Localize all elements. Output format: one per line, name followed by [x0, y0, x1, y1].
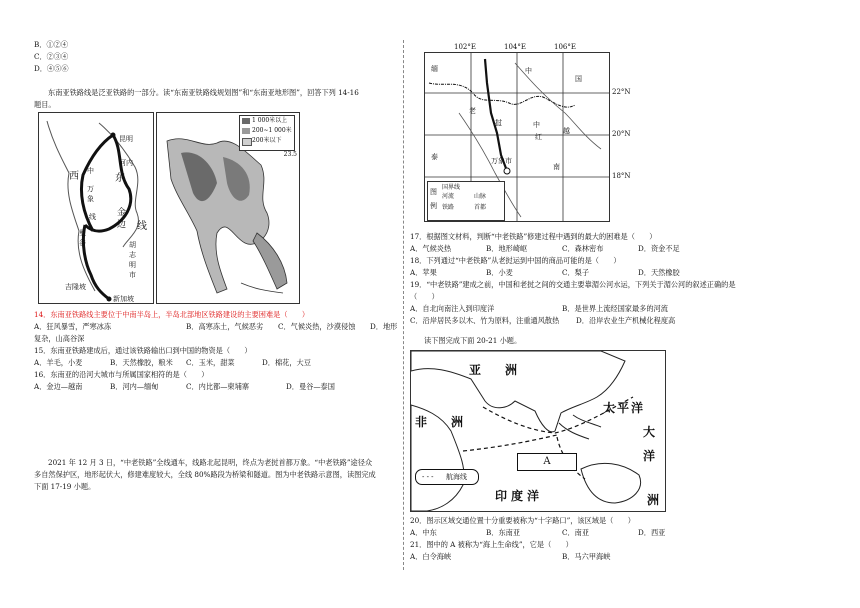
label-kunming: 昆明	[119, 135, 133, 143]
q17-d: D．资金不足	[638, 244, 680, 253]
q15-stem: 15．东南亚铁路建成后，通过该铁路输出口到中国的物资是（ ）	[34, 346, 252, 355]
q14-stem: 14．东南亚铁路线主要位于中南半岛上，半岛北部地区铁路建设的主要困难是（ ）	[34, 310, 310, 319]
q14-a: A．狂风暴雪，严寒冰冻	[34, 322, 112, 331]
label-jinbian2: 边	[117, 220, 127, 230]
q16-b: B．河内—缅甸	[110, 382, 159, 391]
q17-a: A．气候炎热	[410, 244, 452, 253]
label-line2: 线	[137, 221, 147, 232]
q20-b: B．东南亚	[486, 528, 521, 537]
label-vientiane2: 象	[87, 195, 94, 203]
label-asia: 亚 洲	[469, 363, 524, 377]
map-c-laos-1: 老	[469, 107, 476, 115]
label-pacific-2: 大	[643, 425, 662, 439]
label-west: 西	[69, 171, 79, 182]
q17-stem: 17．根据图文材料，判断“中老铁路”修建过程中遇到的最大的困难是（ ）	[410, 232, 657, 241]
legend-dash-icon: - - -	[422, 473, 434, 481]
map-c-vientiane: 万象市	[491, 157, 512, 165]
map-c-laos-2: 挝	[495, 119, 502, 127]
label-middle: 中	[87, 167, 94, 175]
legend-swatch-high	[242, 118, 250, 124]
lon-102: 102°E	[454, 43, 476, 51]
map-c-red: 红	[535, 133, 542, 141]
lon-104: 104°E	[504, 43, 526, 51]
legend-shipping: 航海线	[446, 473, 467, 481]
map-c-vietnam: 越	[563, 127, 570, 135]
q19-b: B．是世界上流经国家最多的河流	[562, 304, 668, 313]
legend-high: 1 000米以上	[252, 117, 288, 124]
q19-c: C．沿岸居民多以木、竹为原料，注重通风散热	[410, 316, 560, 325]
legend-title-1: 图	[430, 188, 437, 196]
label-hanoi: 河内	[119, 159, 133, 167]
q19-stem: 19．“中老铁路”建成之前，中国和老挝之间的交通主要靠湄公河水运，下列关于湄公河的叙述正确的是	[410, 280, 736, 289]
column-divider	[403, 40, 404, 570]
label-singapore: 新加坡	[113, 295, 134, 303]
label-pacific-3: 洋	[643, 449, 662, 463]
q20-a: A．中东	[410, 528, 437, 537]
q20-d: D．西亚	[638, 528, 666, 537]
label-oceania: 洲	[647, 493, 666, 507]
se-asia-terrain-map	[156, 112, 300, 304]
china-laos-railway-map	[424, 52, 610, 222]
q16-a: A．金边—越南	[34, 382, 83, 391]
q15-d: D．棉花，大豆	[262, 358, 311, 367]
q16-stem: 16．东南亚的沿河大城市与所属国家相符的是（ ）	[34, 370, 209, 379]
label-line: 线	[89, 213, 96, 221]
legend-mid: 200~1 000米	[252, 127, 292, 134]
label-bangkok2: 谷	[79, 239, 86, 247]
legend-capital: 首都	[474, 204, 487, 211]
q19-d: D．沿岸农业生产机械化程度高	[576, 316, 676, 325]
intro-se-2: 题目。	[34, 100, 56, 109]
q15-b: B．天然橡胶，粮米	[110, 358, 173, 367]
q15-c: C．玉米，甜菜	[186, 358, 235, 367]
tropic-label: 23.5	[283, 151, 297, 158]
intro-se-1: 东南亚铁路线是泛亚铁路的一部分。读“东南亚铁路线规划图”和“东南亚地形图”，回答下列 14-16	[48, 88, 359, 97]
label-jinbian: 金	[117, 208, 127, 218]
intro-cl-2: 多自然保护区，地形起伏大，修建难度较大，全线 80%路段为桥梁和隧道。图为中老铁路示意图，读图完成	[34, 470, 376, 479]
option-c-top: C．②③④	[34, 52, 69, 61]
q14-b: B．高寒冻土，气候恶劣	[186, 322, 264, 331]
map-c-mid: 中	[533, 121, 540, 129]
q17-c: C．森林密布	[562, 244, 604, 253]
lat-18: 18°N	[612, 172, 631, 180]
shipping-legend	[415, 469, 479, 485]
lat-22: 22°N	[612, 88, 631, 96]
label-vientiane: 万	[87, 185, 94, 193]
box-a: A	[517, 453, 577, 471]
legend-title-2: 例	[430, 202, 437, 210]
label-east: 东	[115, 173, 125, 184]
q18-stem: 18．下列通过“中老铁路”从老挝运到中国的商品可能的是（ ）	[410, 256, 621, 265]
label-hcm-2: 志	[129, 251, 136, 259]
q21-a: A．白令海峡	[410, 552, 452, 561]
q16-d: D．曼谷—泰国	[286, 382, 335, 391]
q20-stem: 20．图示区域交通位置十分重要被称为“十字路口”，该区域是（ ）	[410, 516, 635, 525]
intro-20: 读下图完成下面 20-21 小题。	[424, 336, 522, 345]
legend-railway: 铁路	[442, 204, 455, 211]
map-c-thai: 泰	[431, 153, 438, 161]
legend-swatch-low	[242, 138, 252, 146]
map-c-china-1: 中	[525, 67, 532, 75]
q15-a: A．羊毛，小麦	[34, 358, 83, 367]
label-bangkok: 曼	[79, 229, 86, 237]
q14-d: D．地形	[370, 322, 398, 331]
label-pacific: 太平洋	[603, 401, 646, 415]
legend-mountain: 山脉	[474, 193, 487, 200]
intro-cl-1: 2021 年 12 月 3 日，“中老铁路”全线通车，线路北起昆明，终点为老挝首都万象。“中老铁路”途径众	[48, 458, 373, 467]
legend-low: 200米以下	[252, 137, 282, 144]
lon-106: 106°E	[554, 43, 576, 51]
q21-b: B．马六甲海峡	[562, 552, 611, 561]
map-c-legend	[427, 181, 505, 221]
label-africa: 非 洲	[415, 415, 470, 429]
option-b-top: B．①②④	[34, 40, 69, 49]
q18-d: D．天然橡胶	[638, 268, 680, 277]
legend-river: 河流	[442, 193, 455, 200]
map-c-china-2: 国	[575, 75, 582, 83]
indian-ocean-shipping-map	[410, 350, 666, 512]
legend-swatch-mid	[242, 128, 250, 134]
label-hcm-3: 明	[129, 261, 136, 269]
intro-cl-3: 下面 17-19 小题。	[34, 482, 96, 491]
q19-paren: （ ）	[410, 292, 439, 301]
se-asia-railway-map	[38, 112, 154, 304]
q18-c: C．梨子	[562, 268, 590, 277]
q18-a: A．苹果	[410, 268, 437, 277]
q14-c: C．气候炎热，沙漠侵蚀	[278, 322, 356, 331]
terrain-legend	[239, 115, 295, 151]
lat-20: 20°N	[612, 130, 631, 138]
option-d-top: D．④⑤⑥	[34, 64, 69, 73]
q19-a: A．自北向南注入到印度洋	[410, 304, 495, 313]
legend-border: 国界线	[442, 184, 461, 191]
map-c-myanmar: 缅	[431, 65, 438, 73]
map-c-south: 南	[553, 163, 560, 171]
q21-stem: 21．图中的 A 被称为“海上生命线”，它是（ ）	[410, 540, 573, 549]
label-hcm-1: 胡	[129, 241, 136, 249]
q18-b: B．小麦	[486, 268, 513, 277]
label-indian-ocean: 印度洋	[495, 489, 544, 503]
label-hcm-4: 市	[129, 271, 136, 279]
q17-b: B．地形崎岖	[486, 244, 528, 253]
q14-d-cont: 复杂，山高谷深	[34, 334, 85, 343]
label-kuala-lumpur: 吉隆坡	[65, 283, 86, 291]
q16-c: C．内比都—柬埔寨	[186, 382, 250, 391]
q20-c: C．南亚	[562, 528, 590, 537]
